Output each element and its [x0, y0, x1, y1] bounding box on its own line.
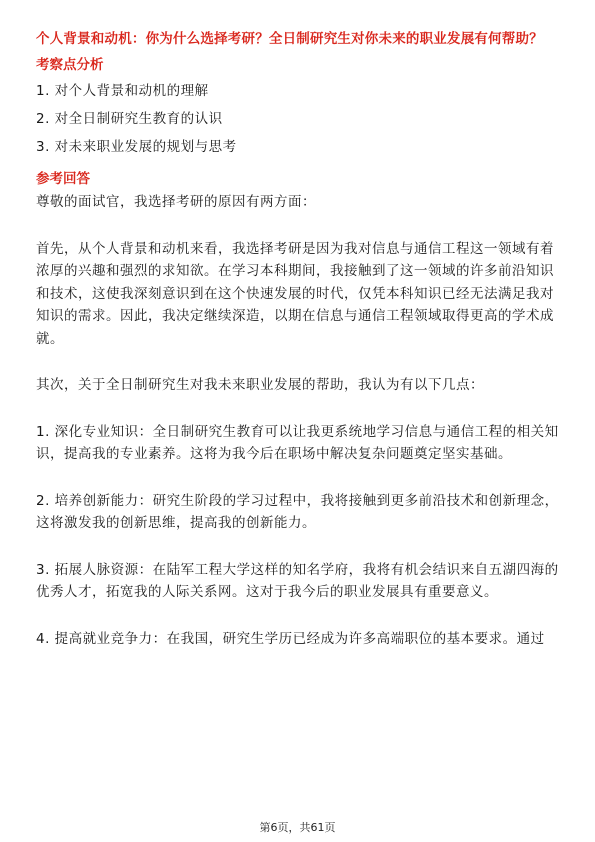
- answer-paragraph: 尊敬的面试官，我选择考研的原因有两方面：: [36, 194, 316, 210]
- analysis-point: 3. 对未来职业发展的规划与思考: [36, 139, 237, 155]
- page-number: 第6页，共61页: [259, 821, 336, 834]
- answer-paragraph: 首先，从个人背景和动机来看，我选择考研是因为我对信息与通信工程这一领域有着浓厚的兴趣和强烈的求知欲。在学习本科期间，我接触到了这一领域的许多前沿知识和技术，这使我深刻意识到在这个快速发展的时代，仅凭本科知识已经无法满足我对知识的需求。因此，我决定继续深造，以期在信息与通信工程领域取得更高的学术成就。: [36, 240, 554, 347]
- answer-paragraph: 2. 培养创新能力：研究生阶段的学习过程中，我将接触到更多前沿技术和创新理念，这将激发我的创新思维，提高我的创新能力。: [36, 492, 559, 531]
- analysis-heading: 考察点分析: [36, 57, 104, 73]
- answer-heading: 参考回答: [36, 171, 90, 187]
- page-content: [36, 30, 559, 650]
- answer-paragraph: 3. 拓展人脉资源：在陆军工程大学这样的知名学府，我将有机会结识来自五湖四海的优秀人才，拓宽我的人际关系网。这对于我今后的职业发展具有重要意义。: [36, 561, 559, 600]
- answer-paragraph: 其次，关于全日制研究生对我未来职业发展的帮助，我认为有以下几点：: [36, 377, 484, 393]
- question-title: 个人背景和动机：你为什么选择考研？全日制研究生对你未来的职业发展有何帮助？: [36, 31, 543, 47]
- analysis-point: 2. 对全日制研究生教育的认识: [36, 111, 223, 127]
- answer-paragraph: 1. 深化专业知识：全日制研究生教育可以让我更系统地学习信息与通信工程的相关知识，提高我的专业素养。这将为我今后在职场中解决复杂问题奠定坚实基础。: [36, 423, 559, 462]
- analysis-point: 1. 对个人背景和动机的理解: [36, 83, 209, 99]
- answer-paragraph: 4. 提高就业竞争力：在我国，研究生学历已经成为许多高端职位的基本要求。通过: [36, 630, 545, 647]
